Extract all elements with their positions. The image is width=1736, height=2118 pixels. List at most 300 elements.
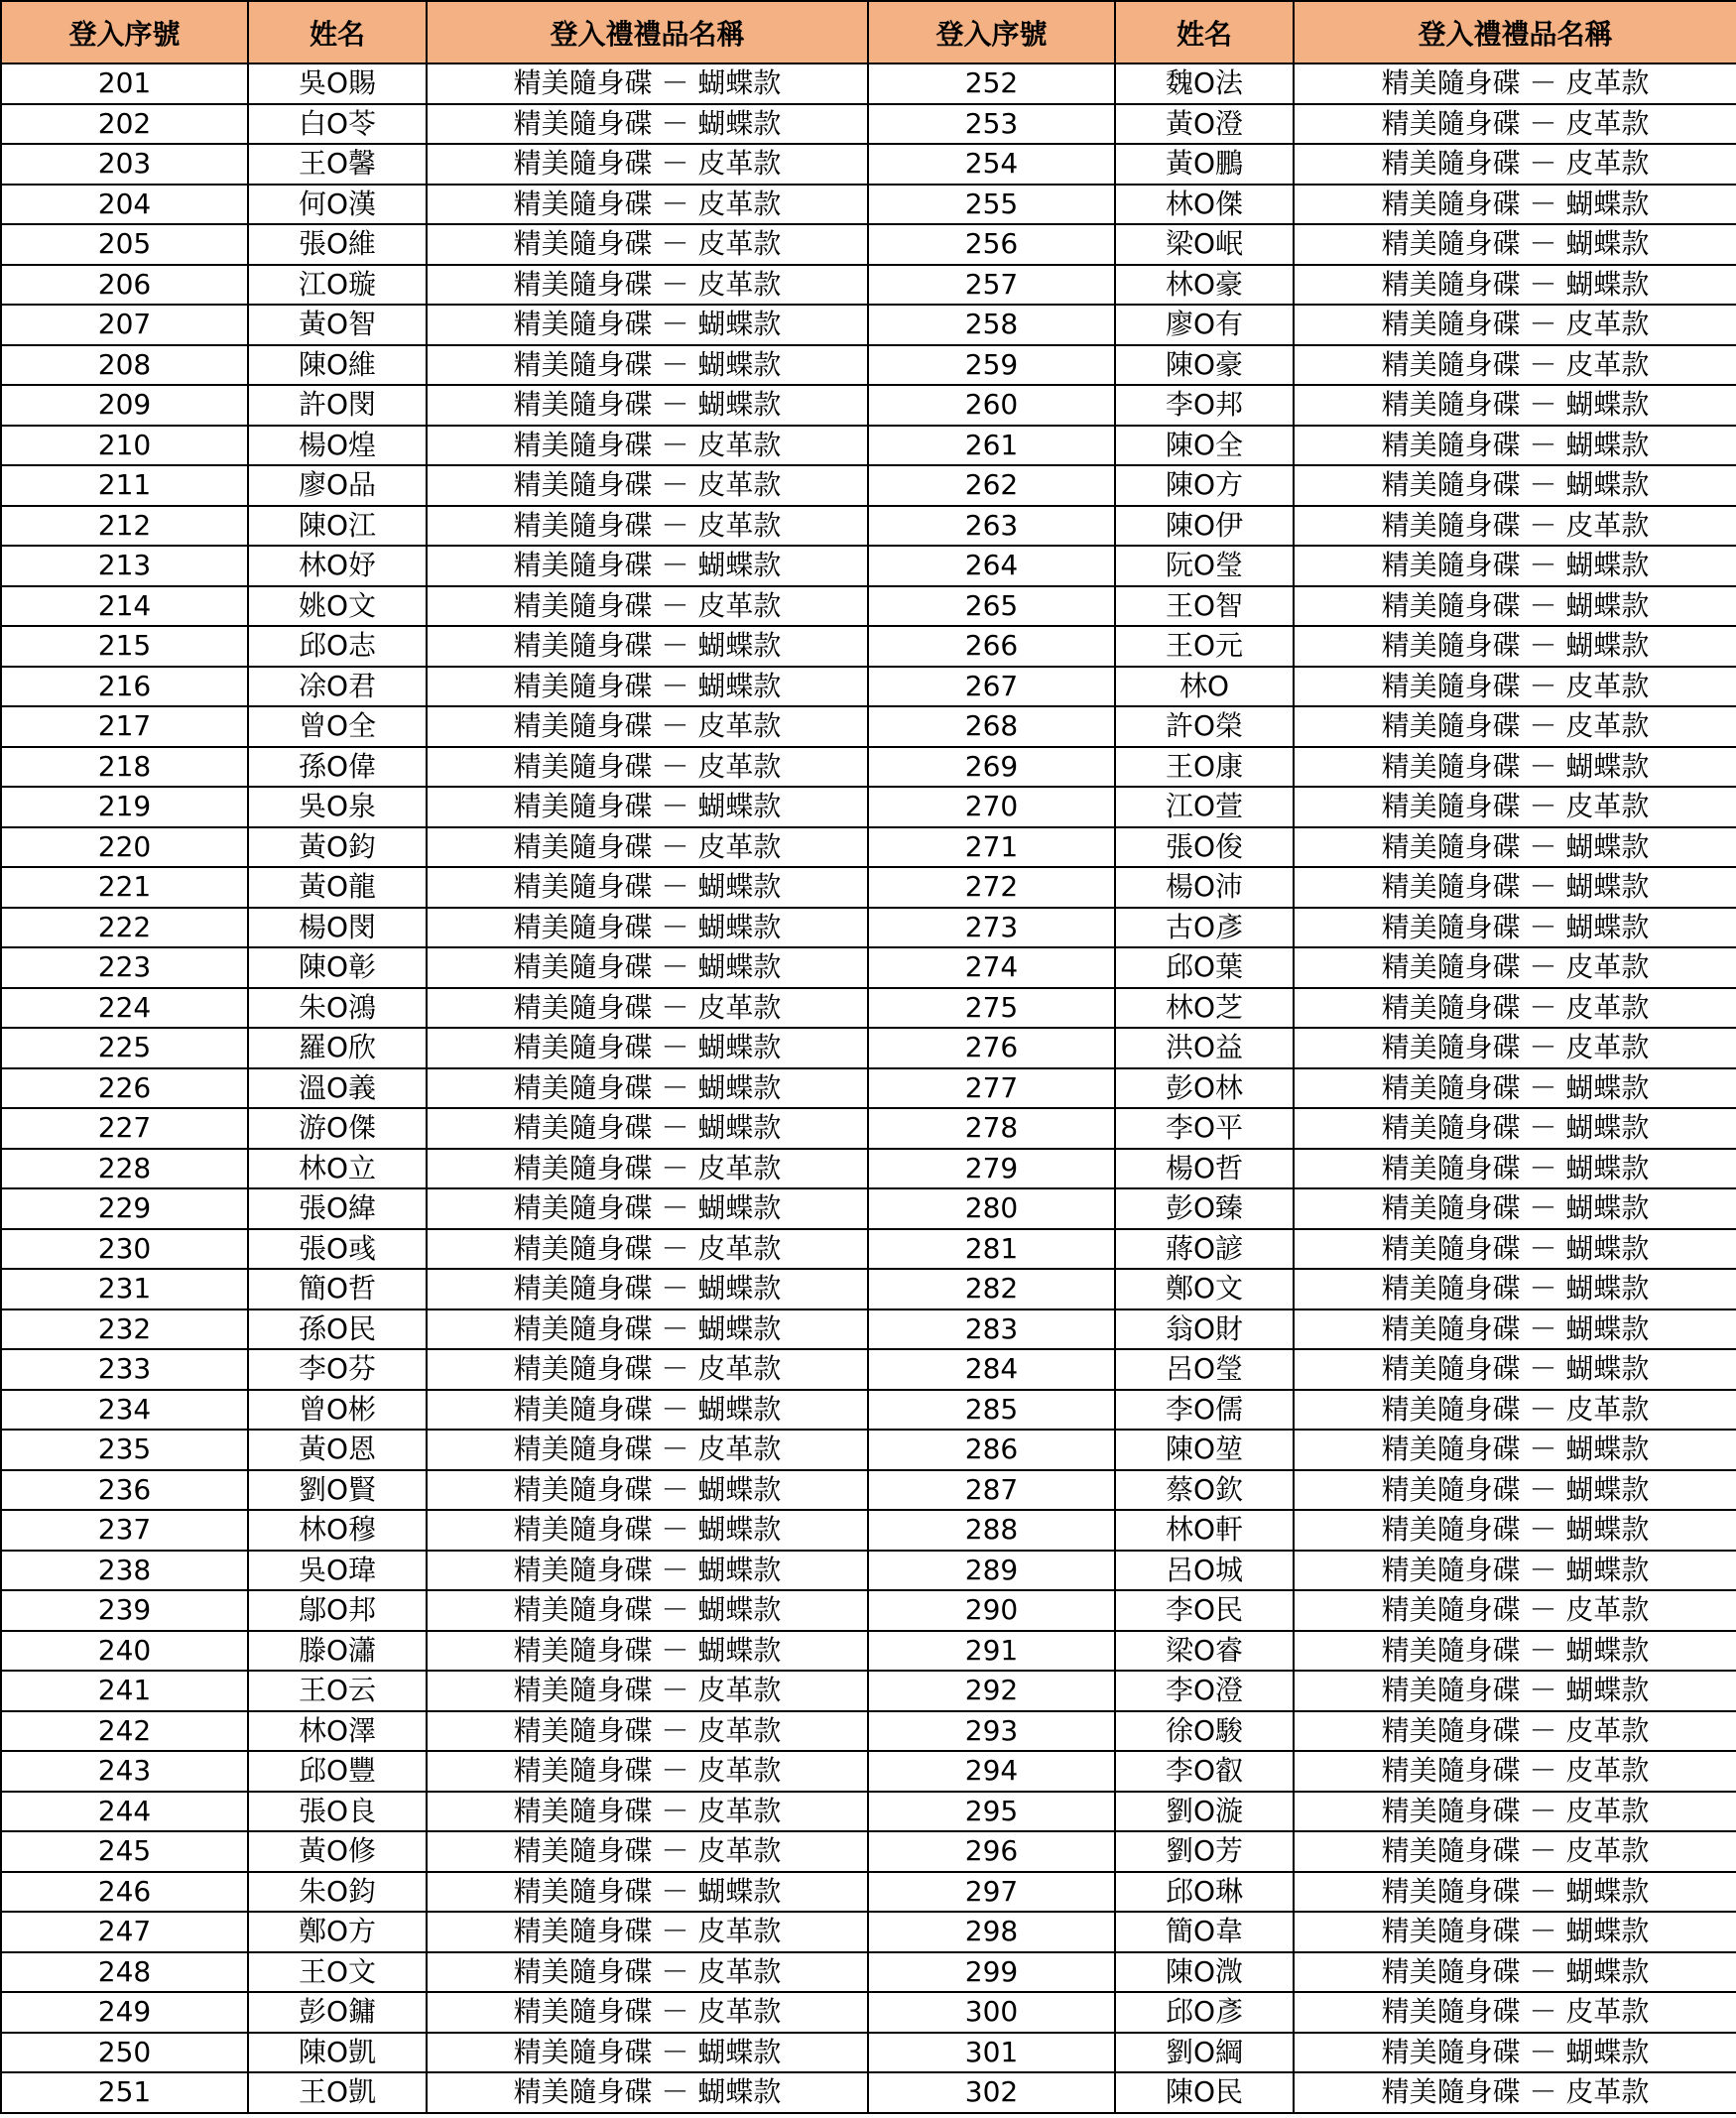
cell-gift-right: 精美隨身碟 － 皮革款	[1294, 1831, 1736, 1872]
cell-serial-left: 202	[1, 104, 248, 145]
cell-gift-right: 精美隨身碟 － 皮革款	[1294, 787, 1736, 827]
cell-name-right: 林O軒	[1115, 1510, 1294, 1551]
table-row	[1, 1831, 1736, 1872]
cell-gift-left: 精美隨身碟 － 皮革款	[427, 1711, 868, 1752]
cell-serial-left: 211	[1, 465, 248, 506]
cell-name-right: 邱O葉	[1115, 947, 1294, 988]
cell-serial-left: 217	[1, 706, 248, 747]
cell-gift-right: 精美隨身碟 － 蝴蝶款	[1294, 1188, 1736, 1229]
table-row	[1, 1229, 1736, 1270]
cell-serial-left: 245	[1, 1831, 248, 1872]
table-row	[1, 1751, 1736, 1792]
cell-name-left: 白O苓	[248, 104, 427, 145]
table-row	[1, 465, 1736, 506]
cell-serial-left: 231	[1, 1269, 248, 1309]
cell-name-right: 李O澄	[1115, 1671, 1294, 1711]
cell-serial-right: 285	[868, 1390, 1115, 1431]
cell-name-left: 簡O哲	[248, 1269, 427, 1309]
cell-serial-right: 293	[868, 1711, 1115, 1752]
table-row	[1, 1590, 1736, 1631]
table-row	[1, 947, 1736, 988]
cell-name-left: 朱O鈞	[248, 1872, 427, 1913]
cell-name-left: 曾O全	[248, 706, 427, 747]
cell-name-left: 林O妤	[248, 546, 427, 586]
cell-name-left: 林O穆	[248, 1510, 427, 1551]
cell-name-right: 廖O有	[1115, 305, 1294, 345]
cell-gift-right: 精美隨身碟 － 蝴蝶款	[1294, 1952, 1736, 1993]
cell-gift-right: 精美隨身碟 － 蝴蝶款	[1294, 1149, 1736, 1189]
cell-gift-left: 精美隨身碟 － 皮革款	[427, 1831, 868, 1872]
cell-serial-left: 222	[1, 908, 248, 948]
table-row	[1, 1872, 1736, 1913]
cell-name-right: 彭O林	[1115, 1068, 1294, 1109]
cell-gift-left: 精美隨身碟 － 蝴蝶款	[427, 667, 868, 707]
cell-serial-left: 224	[1, 988, 248, 1029]
cell-gift-right: 精美隨身碟 － 蝴蝶款	[1294, 1872, 1736, 1913]
cell-name-left: 許O閔	[248, 385, 427, 426]
cell-name-left: 孫O偉	[248, 747, 427, 788]
cell-name-right: 陳O方	[1115, 465, 1294, 506]
table-row	[1, 1912, 1736, 1952]
table-row	[1, 1792, 1736, 1832]
cell-name-right: 許O榮	[1115, 706, 1294, 747]
cell-name-left: 黃O鈞	[248, 827, 427, 868]
cell-gift-right: 精美隨身碟 － 皮革款	[1294, 506, 1736, 547]
cell-gift-right: 精美隨身碟 － 蝴蝶款	[1294, 1068, 1736, 1109]
table-row	[1, 305, 1736, 345]
cell-name-left: 李O芬	[248, 1349, 427, 1390]
cell-serial-right: 252	[868, 63, 1115, 104]
cell-serial-right: 259	[868, 345, 1115, 386]
table-row	[1, 706, 1736, 747]
table-row	[1, 1992, 1736, 2033]
cell-serial-left: 204	[1, 185, 248, 225]
cell-gift-right: 精美隨身碟 － 蝴蝶款	[1294, 1551, 1736, 1591]
cell-serial-right: 271	[868, 827, 1115, 868]
table-row	[1, 1631, 1736, 1672]
cell-gift-left: 精美隨身碟 － 皮革款	[427, 1952, 868, 1993]
cell-serial-right: 298	[868, 1912, 1115, 1952]
cell-serial-right: 275	[868, 988, 1115, 1029]
cell-serial-right: 299	[868, 1952, 1115, 1993]
table-row	[1, 1028, 1736, 1068]
cell-serial-right: 274	[868, 947, 1115, 988]
cell-serial-right: 302	[868, 2072, 1115, 2113]
cell-gift-right: 精美隨身碟 － 蝴蝶款	[1294, 426, 1736, 466]
cell-serial-left: 201	[1, 63, 248, 104]
cell-serial-left: 249	[1, 1992, 248, 2033]
cell-serial-left: 250	[1, 2033, 248, 2073]
header-name-left: 姓名	[248, 1, 427, 63]
cell-name-left: 張O良	[248, 1792, 427, 1832]
cell-name-right: 林O傑	[1115, 185, 1294, 225]
cell-serial-right: 267	[868, 667, 1115, 707]
cell-name-right: 黃O澄	[1115, 104, 1294, 145]
cell-name-left: 張O緯	[248, 1188, 427, 1229]
cell-serial-right: 258	[868, 305, 1115, 345]
cell-serial-left: 230	[1, 1229, 248, 1270]
cell-serial-left: 223	[1, 947, 248, 988]
cell-name-left: 鄔O邦	[248, 1590, 427, 1631]
cell-name-right: 陳O溦	[1115, 1952, 1294, 1993]
cell-serial-right: 264	[868, 546, 1115, 586]
table-row	[1, 265, 1736, 306]
cell-name-left: 曾O彬	[248, 1390, 427, 1431]
cell-name-left: 何O漢	[248, 185, 427, 225]
table-row	[1, 1269, 1736, 1309]
cell-serial-left: 210	[1, 426, 248, 466]
cell-gift-right: 精美隨身碟 － 蝴蝶款	[1294, 1229, 1736, 1270]
cell-gift-right: 精美隨身碟 － 皮革款	[1294, 305, 1736, 345]
cell-gift-right: 精美隨身碟 － 蝴蝶款	[1294, 1349, 1736, 1390]
table-row	[1, 104, 1736, 145]
cell-name-right: 劉O芳	[1115, 1831, 1294, 1872]
cell-serial-right: 262	[868, 465, 1115, 506]
cell-serial-left: 251	[1, 2072, 248, 2113]
cell-name-right: 李O民	[1115, 1590, 1294, 1631]
cell-gift-right: 精美隨身碟 － 蝴蝶款	[1294, 747, 1736, 788]
cell-gift-right: 精美隨身碟 － 蝴蝶款	[1294, 385, 1736, 426]
cell-gift-left: 精美隨身碟 － 皮革款	[427, 224, 868, 265]
cell-gift-right: 精美隨身碟 － 皮革款	[1294, 1792, 1736, 1832]
cell-name-left: 張O彧	[248, 1229, 427, 1270]
cell-serial-left: 242	[1, 1711, 248, 1752]
cell-name-right: 梁O岷	[1115, 224, 1294, 265]
table-body	[1, 63, 1736, 2113]
cell-gift-right: 精美隨身碟 － 皮革款	[1294, 988, 1736, 1029]
cell-name-right: 邱O琳	[1115, 1872, 1294, 1913]
table-row	[1, 1952, 1736, 1993]
cell-name-left: 姚O文	[248, 586, 427, 627]
cell-name-left: 邱O志	[248, 626, 427, 667]
table-row	[1, 506, 1736, 547]
cell-serial-left: 226	[1, 1068, 248, 1109]
cell-gift-right: 精美隨身碟 － 蝴蝶款	[1294, 827, 1736, 868]
cell-serial-left: 207	[1, 305, 248, 345]
cell-name-right: 蔣O諺	[1115, 1229, 1294, 1270]
cell-gift-right: 精美隨身碟 － 蝴蝶款	[1294, 546, 1736, 586]
cell-gift-right: 精美隨身碟 － 皮革款	[1294, 345, 1736, 386]
cell-serial-right: 288	[868, 1510, 1115, 1551]
cell-serial-left: 246	[1, 1872, 248, 1913]
cell-gift-left: 精美隨身碟 － 皮革款	[427, 1792, 868, 1832]
cell-name-left: 廖O品	[248, 465, 427, 506]
cell-name-left: 孫O民	[248, 1309, 427, 1350]
cell-gift-right: 精美隨身碟 － 皮革款	[1294, 1711, 1736, 1752]
cell-name-right: 徐O駿	[1115, 1711, 1294, 1752]
cell-gift-left: 精美隨身碟 － 皮革款	[427, 506, 868, 547]
cell-name-left: 陳O凱	[248, 2033, 427, 2073]
cell-serial-right: 257	[868, 265, 1115, 306]
cell-serial-right: 256	[868, 224, 1115, 265]
cell-serial-left: 238	[1, 1551, 248, 1591]
header-name-right: 姓名	[1115, 1, 1294, 63]
cell-gift-left: 精美隨身碟 － 皮革款	[427, 1149, 868, 1189]
cell-serial-right: 286	[868, 1430, 1115, 1470]
table-row	[1, 185, 1736, 225]
cell-gift-left: 精美隨身碟 － 蝴蝶款	[427, 1269, 868, 1309]
cell-name-right: 劉O綱	[1115, 2033, 1294, 2073]
cell-serial-right: 296	[868, 1831, 1115, 1872]
cell-name-right: 楊O哲	[1115, 1149, 1294, 1189]
cell-name-right: 洪O益	[1115, 1028, 1294, 1068]
table-row	[1, 787, 1736, 827]
cell-serial-right: 283	[868, 1309, 1115, 1350]
table-row	[1, 1470, 1736, 1511]
cell-gift-left: 精美隨身碟 － 皮革款	[427, 1229, 868, 1270]
cell-gift-left: 精美隨身碟 － 蝴蝶款	[427, 908, 868, 948]
cell-gift-right: 精美隨身碟 － 皮革款	[1294, 2072, 1736, 2113]
table-row	[1, 1671, 1736, 1711]
table-row	[1, 747, 1736, 788]
cell-gift-left: 精美隨身碟 － 皮革款	[427, 586, 868, 627]
cell-serial-right: 263	[868, 506, 1115, 547]
cell-name-right: 林O	[1115, 667, 1294, 707]
cell-serial-left: 240	[1, 1631, 248, 1672]
cell-serial-left: 215	[1, 626, 248, 667]
cell-gift-left: 精美隨身碟 － 蝴蝶款	[427, 1551, 868, 1591]
cell-gift-right: 精美隨身碟 － 蝴蝶款	[1294, 1470, 1736, 1511]
cell-name-left: 溫O義	[248, 1068, 427, 1109]
cell-gift-right: 精美隨身碟 － 蝴蝶款	[1294, 1912, 1736, 1952]
cell-gift-right: 精美隨身碟 － 蝴蝶款	[1294, 1430, 1736, 1470]
cell-serial-left: 241	[1, 1671, 248, 1711]
cell-serial-right: 276	[868, 1028, 1115, 1068]
cell-gift-right: 精美隨身碟 － 蝴蝶款	[1294, 1510, 1736, 1551]
cell-name-left: 羅O欣	[248, 1028, 427, 1068]
table-row	[1, 1711, 1736, 1752]
cell-gift-right: 精美隨身碟 － 皮革款	[1294, 1028, 1736, 1068]
cell-serial-right: 300	[868, 1992, 1115, 2033]
table-row	[1, 1510, 1736, 1551]
cell-gift-left: 精美隨身碟 － 蝴蝶款	[427, 1309, 868, 1350]
cell-name-right: 陳O伊	[1115, 506, 1294, 547]
cell-gift-left: 精美隨身碟 － 蝴蝶款	[427, 787, 868, 827]
cell-name-right: 江O萱	[1115, 787, 1294, 827]
cell-serial-right: 289	[868, 1551, 1115, 1591]
table-row	[1, 827, 1736, 868]
cell-name-left: 吳O賜	[248, 63, 427, 104]
cell-gift-right: 精美隨身碟 － 蝴蝶款	[1294, 465, 1736, 506]
cell-serial-right: 269	[868, 747, 1115, 788]
cell-gift-right: 精美隨身碟 － 蝴蝶款	[1294, 867, 1736, 908]
cell-gift-left: 精美隨身碟 － 蝴蝶款	[427, 104, 868, 145]
cell-gift-right: 精美隨身碟 － 皮革款	[1294, 144, 1736, 185]
cell-serial-left: 247	[1, 1912, 248, 1952]
table-row	[1, 1309, 1736, 1350]
cell-gift-right: 精美隨身碟 － 蝴蝶款	[1294, 1108, 1736, 1149]
cell-serial-right: 266	[868, 626, 1115, 667]
cell-serial-right: 273	[868, 908, 1115, 948]
cell-name-right: 阮O瑩	[1115, 546, 1294, 586]
cell-serial-left: 233	[1, 1349, 248, 1390]
cell-name-left: 吳O瑋	[248, 1551, 427, 1591]
cell-gift-left: 精美隨身碟 － 皮革款	[427, 1751, 868, 1792]
cell-serial-left: 232	[1, 1309, 248, 1350]
cell-gift-right: 精美隨身碟 － 皮革款	[1294, 1590, 1736, 1631]
cell-serial-right: 294	[868, 1751, 1115, 1792]
cell-name-right: 呂O城	[1115, 1551, 1294, 1591]
cell-gift-left: 精美隨身碟 － 蝴蝶款	[427, 947, 868, 988]
cell-gift-left: 精美隨身碟 － 皮革款	[427, 827, 868, 868]
table-row	[1, 1149, 1736, 1189]
cell-gift-left: 精美隨身碟 － 蝴蝶款	[427, 1872, 868, 1913]
cell-name-right: 陳O堃	[1115, 1430, 1294, 1470]
cell-gift-left: 精美隨身碟 － 皮革款	[427, 144, 868, 185]
cell-gift-right: 精美隨身碟 － 蝴蝶款	[1294, 626, 1736, 667]
table-row	[1, 2072, 1736, 2113]
cell-serial-left: 244	[1, 1792, 248, 1832]
table-row	[1, 586, 1736, 627]
cell-serial-right: 272	[868, 867, 1115, 908]
cell-gift-right: 精美隨身碟 － 皮革款	[1294, 104, 1736, 145]
cell-serial-right: 297	[868, 1872, 1115, 1913]
cell-gift-left: 精美隨身碟 － 蝴蝶款	[427, 1188, 868, 1229]
table-row	[1, 867, 1736, 908]
table-row	[1, 908, 1736, 948]
cell-name-right: 蔡O欽	[1115, 1470, 1294, 1511]
cell-gift-left: 精美隨身碟 － 皮革款	[427, 1912, 868, 1952]
cell-name-left: 凃O君	[248, 667, 427, 707]
cell-serial-right: 270	[868, 787, 1115, 827]
cell-gift-left: 精美隨身碟 － 蝴蝶款	[427, 1108, 868, 1149]
cell-gift-right: 精美隨身碟 － 皮革款	[1294, 947, 1736, 988]
cell-serial-right: 277	[868, 1068, 1115, 1109]
cell-gift-right: 精美隨身碟 － 蝴蝶款	[1294, 185, 1736, 225]
cell-name-right: 鄭O文	[1115, 1269, 1294, 1309]
cell-gift-left: 精美隨身碟 － 蝴蝶款	[427, 2033, 868, 2073]
table-row	[1, 1390, 1736, 1431]
cell-serial-left: 248	[1, 1952, 248, 1993]
cell-gift-right: 精美隨身碟 － 皮革款	[1294, 706, 1736, 747]
cell-name-left: 張O維	[248, 224, 427, 265]
table-row	[1, 1551, 1736, 1591]
cell-name-right: 陳O全	[1115, 426, 1294, 466]
cell-serial-left: 243	[1, 1751, 248, 1792]
cell-name-left: 黃O龍	[248, 867, 427, 908]
cell-gift-left: 精美隨身碟 － 皮革款	[427, 1430, 868, 1470]
cell-serial-right: 255	[868, 185, 1115, 225]
cell-serial-left: 212	[1, 506, 248, 547]
table-row	[1, 224, 1736, 265]
cell-gift-left: 精美隨身碟 － 皮革款	[427, 988, 868, 1029]
table-row	[1, 988, 1736, 1029]
cell-name-right: 簡O韋	[1115, 1912, 1294, 1952]
cell-name-right: 張O俊	[1115, 827, 1294, 868]
table-row	[1, 385, 1736, 426]
cell-serial-right: 291	[868, 1631, 1115, 1672]
cell-name-right: 李O儒	[1115, 1390, 1294, 1431]
cell-name-left: 陳O江	[248, 506, 427, 547]
cell-gift-left: 精美隨身碟 － 皮革款	[427, 1349, 868, 1390]
header-gift-right: 登入禮禮品名稱	[1294, 1, 1736, 63]
cell-gift-right: 精美隨身碟 － 蝴蝶款	[1294, 224, 1736, 265]
cell-gift-left: 精美隨身碟 － 皮革款	[427, 1671, 868, 1711]
table-row	[1, 1108, 1736, 1149]
cell-name-left: 黃O智	[248, 305, 427, 345]
table-row	[1, 1188, 1736, 1229]
cell-serial-left: 219	[1, 787, 248, 827]
cell-name-left: 王O馨	[248, 144, 427, 185]
cell-name-right: 李O平	[1115, 1108, 1294, 1149]
cell-gift-left: 精美隨身碟 － 皮革款	[427, 465, 868, 506]
cell-name-left: 林O澤	[248, 1711, 427, 1752]
table-row	[1, 1430, 1736, 1470]
cell-name-right: 劉O漩	[1115, 1792, 1294, 1832]
cell-serial-right: 292	[868, 1671, 1115, 1711]
cell-serial-right: 278	[868, 1108, 1115, 1149]
cell-name-right: 呂O瑩	[1115, 1349, 1294, 1390]
cell-name-left: 劉O賢	[248, 1470, 427, 1511]
cell-gift-left: 精美隨身碟 － 皮革款	[427, 1992, 868, 2033]
cell-gift-left: 精美隨身碟 － 蝴蝶款	[427, 1510, 868, 1551]
cell-name-left: 游O傑	[248, 1108, 427, 1149]
cell-name-left: 楊O閔	[248, 908, 427, 948]
cell-serial-left: 236	[1, 1470, 248, 1511]
cell-serial-left: 239	[1, 1590, 248, 1631]
cell-serial-right: 279	[868, 1149, 1115, 1189]
cell-serial-left: 229	[1, 1188, 248, 1229]
cell-gift-left: 精美隨身碟 － 蝴蝶款	[427, 1390, 868, 1431]
cell-serial-right: 261	[868, 426, 1115, 466]
cell-serial-right: 290	[868, 1590, 1115, 1631]
table-row	[1, 63, 1736, 104]
cell-gift-left: 精美隨身碟 － 蝴蝶款	[427, 1631, 868, 1672]
header-serial-right: 登入序號	[868, 1, 1115, 63]
cell-name-left: 王O凱	[248, 2072, 427, 2113]
table-row	[1, 1349, 1736, 1390]
cell-serial-left: 208	[1, 345, 248, 386]
cell-serial-right: 254	[868, 144, 1115, 185]
table-row	[1, 1068, 1736, 1109]
cell-gift-left: 精美隨身碟 － 蝴蝶款	[427, 546, 868, 586]
table-row	[1, 626, 1736, 667]
cell-serial-left: 220	[1, 827, 248, 868]
cell-gift-left: 精美隨身碟 － 皮革款	[427, 185, 868, 225]
cell-gift-right: 精美隨身碟 － 蝴蝶款	[1294, 2033, 1736, 2073]
cell-gift-right: 精美隨身碟 － 蝴蝶款	[1294, 1671, 1736, 1711]
cell-name-left: 彭O鏞	[248, 1992, 427, 2033]
cell-name-left: 王O云	[248, 1671, 427, 1711]
cell-name-left: 林O立	[248, 1149, 427, 1189]
cell-serial-left: 227	[1, 1108, 248, 1149]
cell-serial-right: 268	[868, 706, 1115, 747]
cell-name-right: 王O康	[1115, 747, 1294, 788]
cell-serial-right: 281	[868, 1229, 1115, 1270]
cell-gift-left: 精美隨身碟 － 皮革款	[427, 706, 868, 747]
cell-gift-left: 精美隨身碟 － 蝴蝶款	[427, 867, 868, 908]
cell-gift-left: 精美隨身碟 － 蝴蝶款	[427, 305, 868, 345]
cell-gift-left: 精美隨身碟 － 蝴蝶款	[427, 1028, 868, 1068]
cell-name-left: 鄭O方	[248, 1912, 427, 1952]
cell-gift-left: 精美隨身碟 － 蝴蝶款	[427, 345, 868, 386]
cell-name-left: 黃O修	[248, 1831, 427, 1872]
cell-serial-left: 213	[1, 546, 248, 586]
cell-name-right: 林O芝	[1115, 988, 1294, 1029]
cell-serial-left: 237	[1, 1510, 248, 1551]
cell-serial-right: 265	[868, 586, 1115, 627]
cell-serial-left: 216	[1, 667, 248, 707]
cell-name-right: 魏O法	[1115, 63, 1294, 104]
cell-serial-left: 218	[1, 747, 248, 788]
cell-gift-left: 精美隨身碟 － 蝴蝶款	[427, 385, 868, 426]
cell-serial-left: 209	[1, 385, 248, 426]
cell-serial-left: 214	[1, 586, 248, 627]
cell-serial-left: 235	[1, 1430, 248, 1470]
cell-name-right: 陳O豪	[1115, 345, 1294, 386]
cell-serial-right: 295	[868, 1792, 1115, 1832]
cell-name-right: 邱O彥	[1115, 1992, 1294, 2033]
